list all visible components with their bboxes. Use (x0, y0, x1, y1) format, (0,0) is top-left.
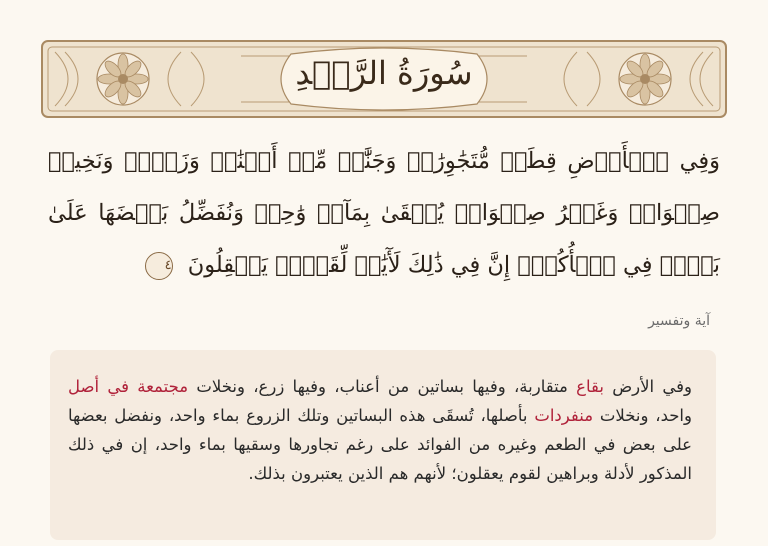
tafsir-highlight-word[interactable]: مجتمعة في أصل (68, 377, 189, 396)
verse-text: وَفِي ٱلۡأَرۡضِ قِطَعٞ مُّتَجَٰوِرَٰتٞ وَجَنَّٰتٞ مِّنۡ أَعۡنَٰبٖ وَزَرۡعٞ وَنَخِيلٞ صِنۡوَانٞ وَغَيۡرُ صِنۡوَانٖ يُسۡقَىٰ بِمَآءٖ وَٰحِدٖ وَنُفَضِّلُ بَعۡضَهَا عَلَىٰ بَعۡضٖ فِي ٱلۡأُكُلِۚ إِنَّ فِي ذَٰلِكَ لَأٓيَٰتٖ لِّقَوۡمٖ يَعۡقِلُونَ (48, 148, 720, 278)
quran-verse (48, 135, 720, 291)
tafsir-text-segment: بأصلها، تُسقَى هذه البساتين وتلك الزروع بماء واحد، ونفضل بعضها على بعض في الطعم وغيره من الفوائد على رغم تجاورها وسقيها بماء واحد، إن في ذلك المذكور لأدلة وبراهين لقوم يعقلون؛ لأنهم هم الذين يعتبرون بذلك. (68, 406, 692, 483)
tafsir-box (50, 350, 716, 540)
tafsir-highlight-word[interactable]: منفردات (534, 406, 594, 425)
surah-title: سُورَةُ الرَّعۡدِ (295, 54, 473, 92)
tafsir-highlight-word[interactable]: بقاع (576, 377, 604, 396)
tafsir-text-segment: وفي الأرض (603, 377, 692, 396)
tafsir-text-segment: متقاربة، وفيها بساتين من أعناب، وفيها زرع، ونخلات (188, 377, 577, 396)
surah-header-banner (41, 40, 727, 118)
ayah-number-marker: ٤ (145, 252, 173, 280)
section-label: آية وتفسير (648, 313, 710, 329)
tafsir-text-segment: واحد، ونخلات (593, 406, 692, 425)
